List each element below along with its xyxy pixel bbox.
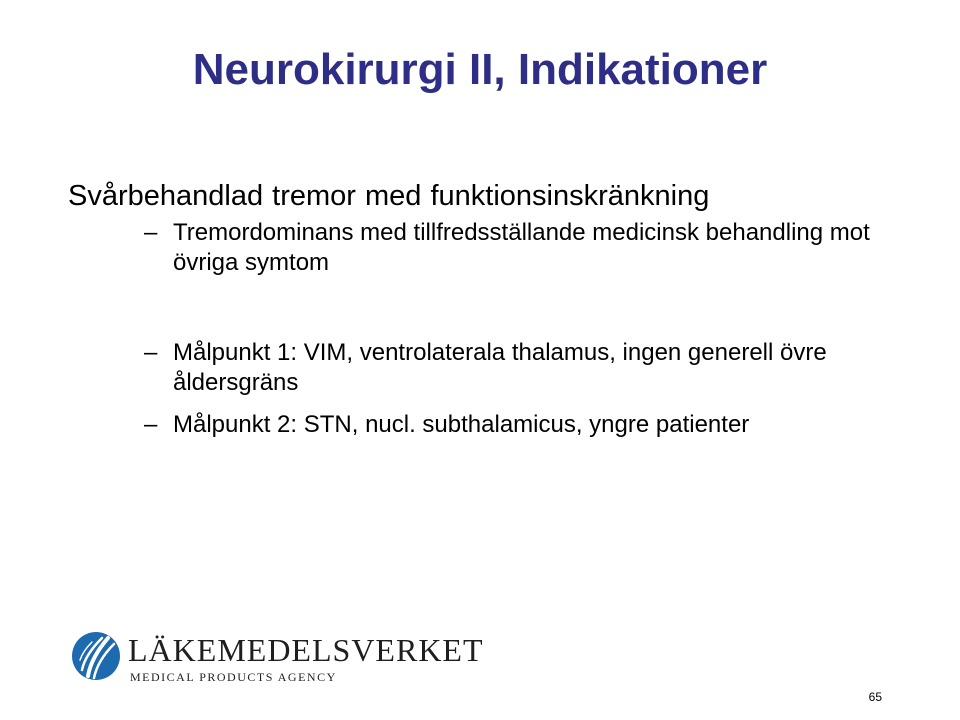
sub-bullet-list [68, 218, 908, 440]
sub-bullet-text: Målpunkt 2: STN, nucl. subthalamicus, yngre patienter [173, 411, 750, 438]
slide-title: Neurokirurgi II, Indikationer [192, 45, 768, 94]
page-number: 65 [868, 690, 882, 704]
dash-marker: – [144, 411, 158, 438]
slide-content [68, 176, 908, 440]
sub-bullet-text: Målpunkt 1: VIM, ventrolaterala thalamus, ingen generell övre åldersgräns [173, 339, 827, 396]
logo-tagline: MEDICAL PRODUCTS AGENCY [130, 670, 337, 684]
sub-bullet-1 [68, 218, 873, 278]
agency-logo [70, 630, 484, 690]
sub-bullet-3 [68, 410, 873, 440]
main-bullet: Svårbehandlad tremor med funktionsinskränkning [68, 180, 710, 212]
lakemedelsverket-emblem-icon [70, 630, 122, 682]
dash-marker: – [144, 219, 158, 246]
logo-name: LÄKEMEDELSVERKET [128, 632, 484, 668]
sub-bullet-2 [68, 338, 873, 398]
dash-marker: – [144, 339, 158, 366]
sub-bullet-text: Tremordominans med tillfredsställande medicinsk behandling mot övriga symtom [173, 219, 870, 276]
